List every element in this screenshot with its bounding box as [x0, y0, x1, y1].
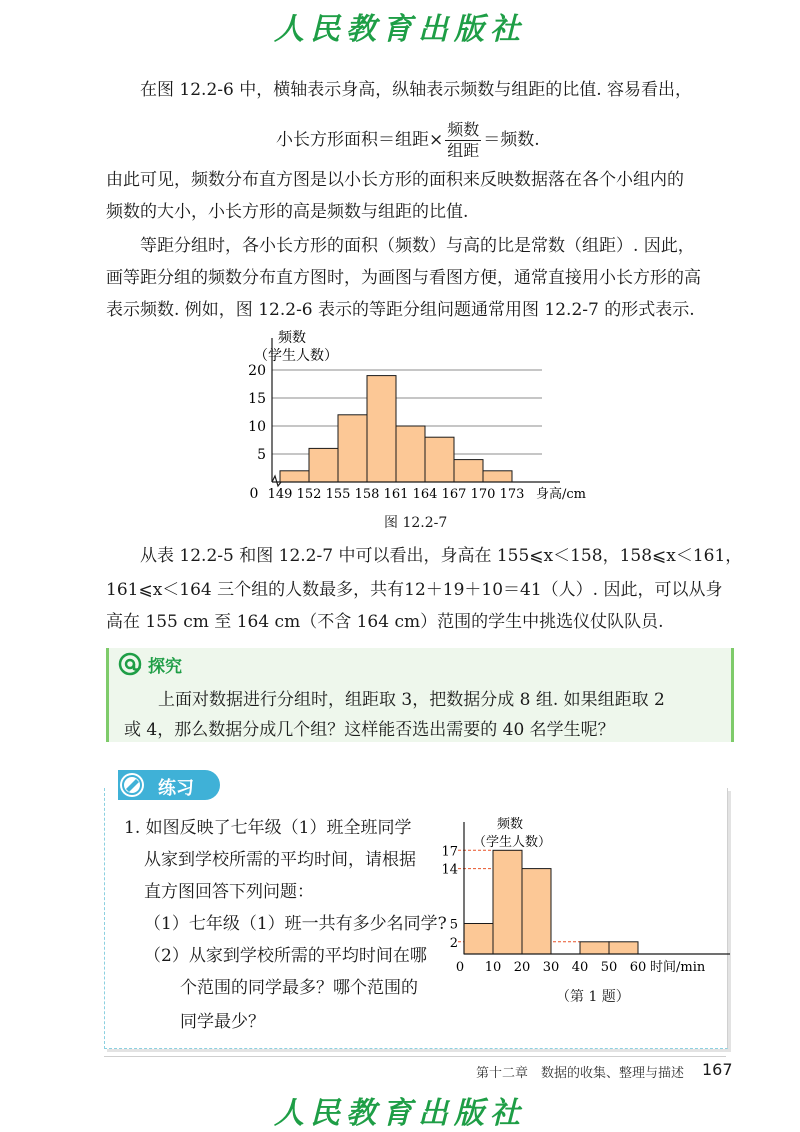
x-tick-label: 152 — [296, 487, 322, 502]
y-axis-label-line-1: 频数 — [496, 817, 524, 832]
y-tick-label: 15 — [248, 391, 266, 407]
formula-rhs: ＝频数. — [483, 130, 540, 150]
page-number: 167 — [702, 1060, 733, 1079]
x-tick-label: 155 — [325, 487, 351, 502]
paragraph-3-line-3: 表示频数. 例如，图 12.2-6 表示的等距分组问题通常用图 12.2-7 的形式表示. — [106, 300, 695, 320]
formula-numerator: 频数 — [447, 120, 480, 139]
commute-time-histogram — [440, 812, 730, 982]
footer-divider — [104, 1056, 726, 1057]
paragraph-1: 在图 12.2-6 中，横轴表示身高，纵轴表示频数与组距的比值. 容易看出， — [140, 80, 693, 100]
x-axis-label: 身高/cm — [536, 487, 586, 502]
formula-lhs: 小长方形面积＝组距× — [276, 130, 444, 150]
paragraph-2-line-1: 由此可见，频数分布直方图是以小长方形的面积来反映数据落在各个小组内的 — [106, 170, 684, 190]
footer-chapter: 第十二章 数据的收集、整理与描述 — [476, 1066, 685, 1081]
histogram-bar — [425, 437, 454, 482]
height-histogram — [230, 328, 610, 508]
paragraph-3-line-2: 画等距分组的频数分布直方图时，为画图与看图方便，通常直接用小长方形的高 — [106, 268, 701, 288]
histogram-bar — [609, 942, 638, 954]
histogram-bar — [338, 415, 367, 482]
figure-caption-12-2-7: 图 12.2-7 — [384, 515, 448, 531]
x-tick-label: 20 — [513, 960, 531, 975]
histogram-bar — [522, 869, 551, 954]
inquiry-line-2: 或 4，那么数据分成几个组？这样能否选出需要的 40 名学生呢？ — [124, 720, 615, 740]
formula-fraction — [445, 120, 481, 161]
exercise-title: 练习 — [158, 778, 194, 799]
x-axis-label: 时间/min — [650, 960, 706, 975]
exercise-q1-line-2: 从家到学校所需的平均时间，请根据 — [144, 850, 416, 870]
inquiry-line-1: 上面对数据进行分组时，组距取 3，把数据分成 8 组. 如果组距取 2 — [158, 690, 665, 710]
histogram-bar — [396, 426, 425, 482]
x-tick-label: 170 — [470, 487, 496, 502]
exercise-q1-line-3: 直方图回答下列问题： — [144, 882, 314, 902]
y-axis-label-line-2: （学生人数） — [472, 835, 552, 850]
y-tick-label: 2 — [449, 935, 458, 951]
y-tick-label: 20 — [248, 363, 266, 379]
publisher-logo-header: 人民教育出版社 — [274, 12, 526, 47]
histogram-bar — [367, 376, 396, 482]
x-tick-label: 158 — [354, 487, 380, 502]
histogram-bar — [493, 850, 522, 954]
x-tick-label: 40 — [571, 960, 589, 975]
x-tick-label: 0 — [455, 960, 465, 975]
paragraph-4-line-2: 161⩽x＜164 三个组的人数最多，共有12＋19＋10＝41（人）. 因此，可以从身 — [106, 580, 723, 600]
x-tick-label: 50 — [600, 960, 618, 975]
x-tick-label: 167 — [441, 487, 467, 502]
pencil-icon — [116, 771, 150, 799]
histogram-bar — [580, 942, 609, 954]
x-tick-label: 161 — [383, 487, 409, 502]
exercise-figure-caption: （第 1 题） — [556, 989, 630, 1005]
formula-denominator: 组距 — [447, 141, 480, 160]
exercise-sub-2-line-2: 个范围的同学最多？哪个范围的 — [180, 978, 418, 998]
x-tick-label: 164 — [412, 487, 438, 502]
inquiry-icon — [118, 652, 144, 676]
exercise-sub-1: （1）七年级（1）班一共有多少名同学? — [144, 914, 447, 934]
y-tick-label: 10 — [248, 419, 266, 435]
paragraph-2-line-2: 频数的大小，小长方形的高是频数与组距的比值. — [106, 202, 469, 222]
inquiry-title: 探究 — [148, 657, 182, 677]
origin-label: 0 — [249, 486, 259, 502]
y-tick-label: 14 — [441, 862, 458, 878]
paragraph-3-line-1: 等距分组时，各小长方形的面积（频数）与高的比是常数（组距）. 因此， — [140, 236, 695, 256]
x-tick-label: 149 — [267, 487, 293, 502]
exercise-q1-line-1: 1. 如图反映了七年级（1）班全班同学 — [124, 818, 412, 838]
y-tick-label: 17 — [441, 844, 458, 860]
paragraph-4-line-1: 从表 12.2-5 和图 12.2-7 中可以看出，身高在 155⩽x＜158，158⩽x＜161， — [140, 546, 743, 566]
histogram-bar — [280, 471, 309, 482]
x-tick-label: 10 — [484, 960, 502, 975]
paragraph-4-line-3: 高在 155 cm 至 164 cm（不含 164 cm）范围的学生中挑选仪仗队队员. — [106, 612, 664, 632]
x-tick-label: 173 — [499, 487, 525, 502]
histogram-bar — [464, 924, 493, 955]
y-axis-label-line-1: 频数 — [278, 330, 306, 346]
exercise-sub-2-line-1: （2）从家到学校所需的平均时间在哪 — [144, 946, 427, 966]
y-tick-label: 5 — [449, 917, 458, 933]
publisher-logo-footer: 人民教育出版社 — [274, 1096, 526, 1131]
exercise-sub-2-line-3: 同学最少？ — [180, 1012, 265, 1032]
x-tick-label: 30 — [542, 960, 560, 975]
histogram-bar — [483, 471, 512, 482]
histogram-bar — [309, 448, 338, 482]
area-formula — [0, 112, 800, 162]
x-tick-label: 60 — [629, 960, 647, 975]
y-axis-label-line-2: （学生人数） — [254, 348, 338, 364]
histogram-bar — [454, 460, 483, 482]
y-tick-label: 5 — [257, 447, 266, 463]
